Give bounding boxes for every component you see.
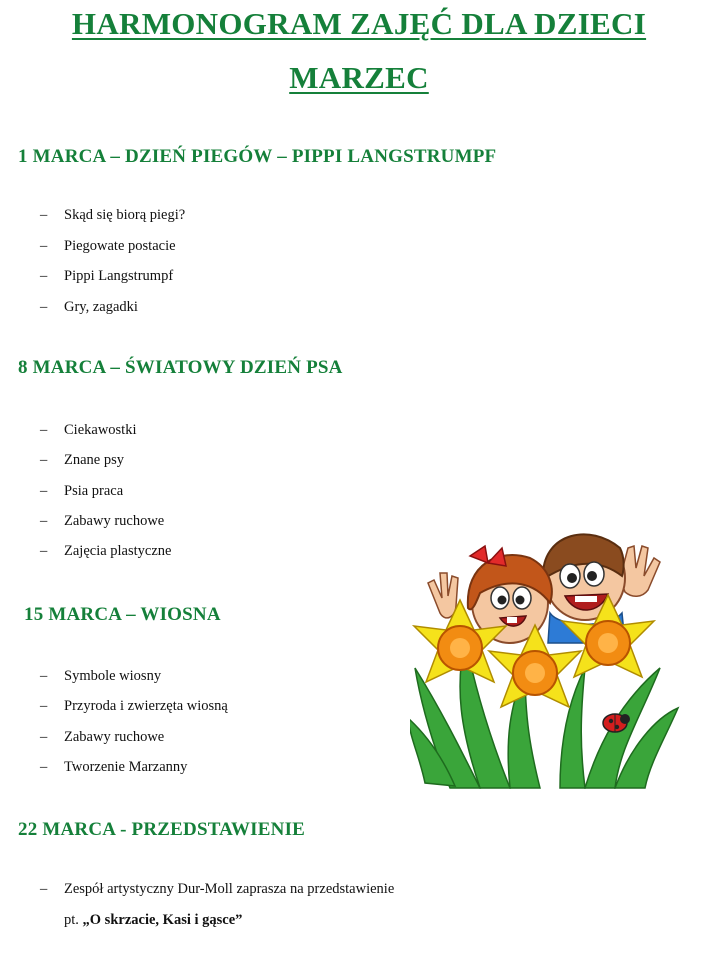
section-heading: 1 MARCA – DZIEŃ PIEGÓW – PIPPI LANGSTRUMPF [18,146,497,167]
month-title: MARZEC [289,60,429,95]
bullet-dash: – [40,759,48,775]
list-item [40,422,137,439]
section-heading: 15 MARCA – WIOSNA [24,604,221,625]
bullet-dash: – [40,881,48,897]
bullet-dash: – [40,668,48,684]
bullet-dash: – [40,513,48,529]
section-heading: 8 MARCA – ŚWIATOWY DZIEŃ PSA [18,357,343,378]
bullet-dash: – [40,452,48,468]
bullet-dash: – [40,238,48,254]
list-item [40,698,228,715]
list-item-text: Zabawy ruchowe [64,729,165,745]
list-item [40,238,176,255]
list-item [40,729,164,746]
list-item-text: Psia praca [64,483,124,499]
list-item [40,207,185,224]
bullet-dash: – [40,422,48,438]
list-item [40,759,187,776]
list-item [40,268,173,285]
bullet-dash: – [40,483,48,499]
list-item [40,543,171,560]
list-item-text: Zespół artystyczny Dur-Moll zaprasza na przedstawienie [64,881,395,897]
bullet-dash: – [40,729,48,745]
bullet-dash: – [40,299,48,315]
list-item [40,513,164,530]
list-item-text: Ciekawostki [64,422,137,438]
bullet-dash: – [40,698,48,714]
list-item-text: Piegowate postacie [64,238,176,254]
list-item-text: Symbole wiosny [64,668,162,684]
bullet-dash: – [40,268,48,284]
performance-title: „O skrzacie, Kasi i gąsce” [82,912,243,928]
children-daffodils-illustration [410,518,680,790]
list-item [40,881,394,898]
title-prefix: pt. [64,912,79,928]
list-item-text: Gry, zagadki [64,299,138,315]
list-item-text: Skąd się biorą piegi? [64,207,186,223]
list-item-text: Przyroda i zwierzęta wiosną [64,698,228,714]
performance-title-line [64,912,242,929]
list-item-text: Zabawy ruchowe [64,513,165,529]
list-item-text: Tworzenie Marzanny [64,759,188,775]
list-item-text: Znane psy [64,452,124,468]
list-item [40,668,161,685]
bullet-dash: – [40,543,48,559]
page-title: HARMONOGRAM ZAJĘĆ DLA DZIECI [71,6,647,41]
list-item [40,452,124,469]
section-heading: 22 MARCA - PRZEDSTAWIENIE [18,819,306,840]
list-item-text: Pippi Langstrumpf [64,268,174,284]
list-item-text: Zajęcia plastyczne [64,543,172,559]
list-item [40,299,138,316]
list-item [40,483,123,500]
bullet-dash: – [40,207,48,223]
